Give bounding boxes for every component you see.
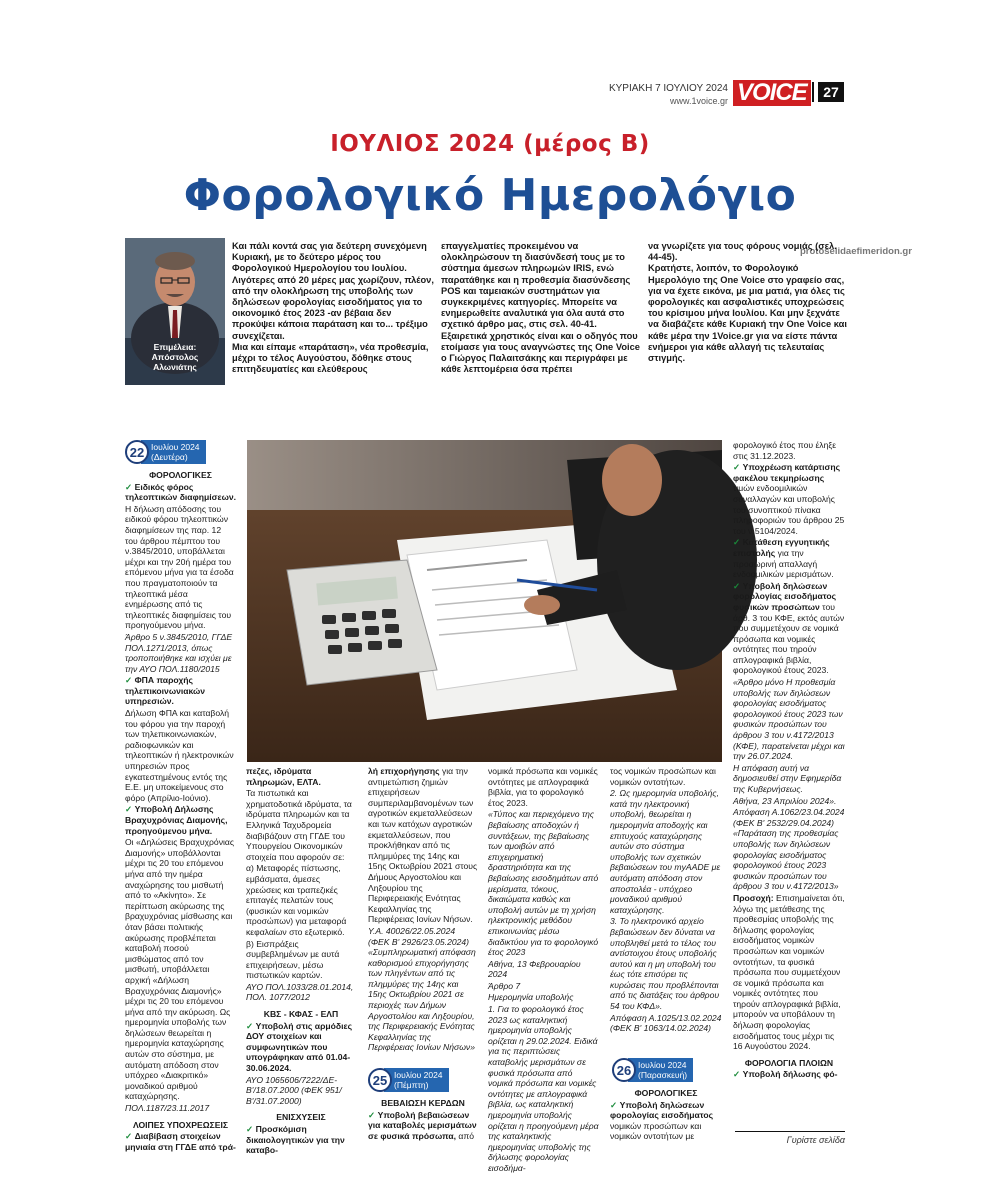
section-heading: ΒΕΒΑΙΩΣΗ ΚΕΡΔΩΝ xyxy=(381,1098,465,1108)
section-heading: ΚΒΣ - ΚΦΑΣ - ΕΛΠ xyxy=(263,1009,339,1020)
check-icon: ✓ xyxy=(368,1109,376,1120)
item-title: Υποβολή δήλωσης φό- xyxy=(742,1069,838,1080)
item-title: Διαβίβαση στοιχείων μηνιαία στη ΓΓΔΕ από τρά- xyxy=(125,1131,236,1152)
turn-page-note: Γυρίστε σελίδα xyxy=(786,1135,845,1145)
badge-26 xyxy=(612,1058,693,1082)
check-icon: ✓ xyxy=(610,1099,618,1110)
page-number: 27 xyxy=(818,82,844,102)
column-4 xyxy=(488,766,599,1173)
item-body: από xyxy=(458,1130,475,1141)
item-title: Υποβολή βεβαιώσεων για καταβολές μερισμάτων σε φυσικά πρόσωπα, xyxy=(368,1109,477,1141)
intro-paragraph-3: επαγγελματίες προκειμένου να ολοκληρώσουν τη διασύνδεσή τους με το σύστημα άμεσων πληρωμών IRIS, ενώ παρατάθηκε και η προθεσμία διασύνδεσης POS και ταμειακών συστημάτων για συγκεκριμένες κατηγορίες. Μπορείτε να ενημερωθείτε αναλυτικά για όλα αυτά στο σχετικό άρθρο μας, στις σελ. 40-41. Εξαιρετικά χρηστικός είναι και ο οδηγός που ετοίμασε για τους αναγνώστες της One Voice ο Γιώργος Παλαιτσάκης και περιγράφει με κάθε λεπτομέρεια όσα πρέπει xyxy=(441,241,640,375)
page-headline: Φορολογικό Ημερολόγιο xyxy=(183,170,797,221)
item-quote: 2. Ως ημερομηνία υποβολής, κατά την ηλεκτρονική υποβολή, θεωρείται η ημερομηνία αποδοχής και επιτυχούς καταχώρησης αυτών στο σύστημα υποβολής των σχετικών βεβαιώσεων του myAADE με αυτόματη απόδοση στον αποστολέα - υπόχρεο μοναδικού αριθμού καταχώρησης. xyxy=(610,788,721,915)
date-badge-line2: (Παρασκευή) xyxy=(638,1070,688,1080)
item-body: του άρθ. 3 του ΚΦΕ, εκτός αυτών που συμμετέχουν σε νομικά πρόσωπα και νομικές οντότητες που τηρούν απλογραφικά βιβλία, φορολογικού έτους 2023. xyxy=(733,601,845,676)
check-icon: ✓ xyxy=(246,1124,254,1134)
voice-logo: VOICE xyxy=(733,80,811,106)
item-body: τος νομικών προσώπων και νομικών οντοτήτων. xyxy=(610,766,716,787)
item-title: πεζες, ιδρύματα πληρωμών, ΕΛΤΑ. xyxy=(246,766,321,787)
item-body: για την αντιμετώπιση ζημιών επιχειρήσεων συμπεριλαμβανομένων των αγροτικών εκμεταλλεύσεων και των κατόχων αγροτικών εκμεταλλεύσεων, που προκλήθηκαν από τις πλημμύρες της 14ης και 15ης Οκτωβρίου 2021 στους Δήμους Αργοστολίου και Ληξουρίου της Περιφερειακής Ενότητας Κεφαλληνίας της Περιφέρειας Ιονίων Νήσων. xyxy=(368,766,478,925)
check-icon: ✓ xyxy=(125,1131,133,1142)
column-5-bottom xyxy=(610,1086,722,1151)
item-body: β) Εισπράξεις συμβεβλημένων με αυτά επιχειρήσεων, μέσω πιστωτικών καρτών. xyxy=(246,938,340,981)
item-reference: ΠΟΛ.1187/23.11.2017 xyxy=(125,1103,210,1114)
column-2 xyxy=(246,766,356,1156)
item-body: νομικών προσώπων και νομικών οντοτήτων με xyxy=(610,1120,702,1142)
item-reference: ΑΥΟ ΠΟΛ.1033/28.01.2014, ΠΟΛ. 1077/2012 xyxy=(246,981,354,1003)
item-reference: ΑΥΟ 1065606/7222/ΔΕ-Β'/18.07.2000 (ΦΕΚ 951/Β'/31.07.2000) xyxy=(246,1074,342,1106)
item-quote: Αθήνα, 23 Απριλίου 2024». xyxy=(733,795,837,806)
item-quote: Άρθρο 7 xyxy=(488,980,521,991)
item-reference: Απόφαση Α.1025/13.02.2024 (ΦΕΚ Β' 1063/14.02.2024) xyxy=(610,1012,722,1034)
date-badge-line1: Ιουλίου 2024 xyxy=(394,1070,443,1080)
author-caption-label: Επιμέλεια: xyxy=(153,342,197,352)
column-5 xyxy=(610,766,722,1056)
badge-25 xyxy=(368,1068,449,1092)
item-quote: Ημερομηνία υποβολής xyxy=(488,992,574,1003)
item-title: Κατάθεση εγγυητικής επιστολής xyxy=(733,537,830,558)
header-divider xyxy=(812,82,814,102)
item-quote: 3. Το ηλεκτρονικό αρχείο βεβαιώσεων δεν δύναται να υποβληθεί μετά το τέλος του αντίστοιχου έτους υποβολής αυτού και η μη υποβολή του έως τότε επισύρει τις κυρώσεις που προβλέπονται από τις διατάξεις του άρθρου 54 του ΚΦΔ». xyxy=(610,916,720,1012)
item-quote: Αθήνα, 13 Φεβρουαρίου 2024 xyxy=(488,958,581,980)
date-badge-text xyxy=(141,440,206,464)
check-icon: ✓ xyxy=(246,1020,254,1031)
item-quote: «Άρθρο μόνο Η προθεσμία υποβολής των δηλώσεων φορολογίας εισοδήματος φορολογικού έτους 2023 των φυσικών προσώπων του άρθρου 3 του ν.4172/2013 (ΚΦΕ), παρατείνεται μέχρι και την 26.07.2024. xyxy=(733,677,845,762)
date-badge-25 xyxy=(368,1068,449,1092)
section-heading: ΦΟΡΟΛΟΓΙΑ ΠΛΟΙΩΝ xyxy=(744,1057,834,1068)
item-title: Υποχρέωση κατάρτισης φακέλου τεκμηρίωσης xyxy=(733,462,841,483)
item-body: φορολογικό έτος που έληξε στις 31.12.2023. xyxy=(733,440,837,461)
author-portrait xyxy=(125,238,225,338)
watermark-text: protoselidaefimeridon.gr xyxy=(800,246,912,257)
item-title: Υποβολή στις αρμόδιες ΔΟΥ στοιχείων και συμφωνητικών που υπογράφηκαν από 01.04-30.06.2024. xyxy=(246,1020,353,1074)
header-date: ΚΥΡΙΑΚΗ 7 ΙΟΥΛΙΟΥ 2024 xyxy=(608,83,728,94)
intro-paragraph-1: Και πάλι κοντά σας για δεύτερη συνεχόμενη Κυριακή, με το δεύτερο μέρος του Φορολογικού Ημερολογίου του Ιουλίου. Λιγότερες από 20 μέρες μας χωρίζουν, πλέον, από την ολοκλήρωση της υποβολής των δηλώσεων φορολογίας εισοδήματος για το οικονομικό έτος 2023 -αν βέβαια δεν προκύψει κάποια παράταση και το... τρέξιμο συνεχίζεται. xyxy=(232,241,434,341)
date-badge-26 xyxy=(612,1058,693,1082)
header-url[interactable]: www.1voice.gr xyxy=(670,96,729,106)
date-badge-line2: (Πέμπτη) xyxy=(394,1080,429,1090)
item-body: Η δήλωση απόδοσης του ειδικού φόρου τηλεοπτικών διαφημίσεων της παρ. 12 του άρθρου πέμπτου του ν.3845/2010, υποβάλλεται μέχρι και την 20ή ημέρα του επόμενου μήνα για τα έσοδα που πραγματοποιούν τα τηλεοπτικά μέσα ενημέρωσης από τις τηλεοπτικές διαφημίσεις του προηγούμενου μήνα. xyxy=(125,503,234,631)
check-icon: ✓ xyxy=(733,462,741,473)
check-icon: ✓ xyxy=(733,1069,741,1080)
date-badge-line1: Ιουλίου 2024 xyxy=(151,442,200,452)
author-caption-lastname: Αλωνιάτης xyxy=(153,362,197,372)
note-label: Προσοχή: xyxy=(733,892,774,903)
date-badge-22 xyxy=(125,440,206,464)
column-3-bottom xyxy=(368,1096,478,1151)
section-heading: ΛΟΙΠΕΣ ΥΠΟΧΡΕΩΣΕΙΣ xyxy=(132,1119,229,1130)
date-badge-number: 25 xyxy=(368,1068,392,1092)
item-body: τιμών ενδοομιλικών συναλλαγών και υποβολής του συνοπτικού πίνακα πληροφοριών του άρθρου 25 του ν.5104/2024. xyxy=(733,483,845,536)
section-heading: ΦΟΡΟΛΟΓΙΚΕΣ xyxy=(149,470,212,480)
item-body: νομικά πρόσωπα και νομικές οντότητες με απλογραφικά βιβλία, για το φορολογικό έτος 2023. xyxy=(488,766,598,808)
date-badge-line1: Ιουλίου 2024 xyxy=(638,1060,687,1070)
footer-rule xyxy=(735,1131,845,1132)
item-title: Προσκόμιση δικαιολογητικών για την καταβο- xyxy=(246,1124,345,1156)
item-body: Τα πιστωτικά και χρηματοδοτικά ιδρύματα, τα ιδρύματα πληρωμών και τα Ελληνικά Ταχυδρομεία διαβιβάζουν στη ΓΓΔΕ του Υπουργείου Οικονομικών στοιχεία που αφορούν σε: xyxy=(246,788,352,862)
item-quote: «Τύπος και περιεχόμενο της βεβαίωσης αποδοχών ή συντάξεων, της βεβαίωσης των αμοιβών από επιχειρηματική δραστηριότητα και της βεβαίωσης εισοδημάτων από μερίσματα, τόκους, δικαιώματα καθώς και υποβολή αυτών με τη χρήση ηλεκτρονικής μεθόδου επικοινωνίας μέσω διαδικτύου για το φορολογικό έτος 2023 xyxy=(488,809,599,958)
check-icon: ✓ xyxy=(125,804,133,815)
item-body: Δήλωση ΦΠΑ και καταβολή του φόρου για την παροχή των τηλεπικοινωνιακών, ραδιοφωνικών και τηλεοπτικών ή ηλεκτρονικών υπηρεσιών προς εγκατεστημένους εντός της Ε.Ε. μη υποκείμενους στο φόρο (Απρίλιο-Ιούνιο). xyxy=(125,708,234,803)
date-badge-line2: (Δευτέρα) xyxy=(151,452,188,462)
date-badge-text xyxy=(628,1058,693,1082)
article-photo xyxy=(247,440,722,762)
item-body: α) Μεταφορές πίστωσης, εμβάσματα, άμεσες χρεώσεις και τραπεζικές επιταγές πελατών τους (φυσικών και νομικών προσώπων) για μεταφορά κεφαλαίων στο εξωτερικό. xyxy=(246,863,347,937)
item-reference: Υ.Α. 40026/22.05.2024 (ΦΕΚ Β' 2926/23.05.2024) «Συμπληρωματική απόφαση καθορισμού επιχορήγησης των πληγέντων από τις πλημμύρες της 14ης και 15ης Οκτωβρίου 2021 σε περιοχές των Δήμων Αργοστολίου και Ληξουρίου, της Περιφερειακής Ενότητας Κεφαλληνίας της Περιφέρειας Ιονίων Νήσων» xyxy=(368,925,476,1053)
item-reference: Απόφαση Α.1062/23.04.2024 (ΦΕΚ Β' 2532/29.04.2024) «Παράταση της προθεσμίας υποβολής των δηλώσεων φορολογίας εισοδήματος φορολογικού έτους 2023 φυσικών προσώπων του άρθρου 3 του ν.4172/2013» xyxy=(733,807,845,892)
author-caption-firstname: Απόστολος xyxy=(151,352,199,362)
intro-paragraph-5: Κρατήστε, λοιπόν, το Φορολογικό Ημερολόγιο της One Voice στο γραφείο σας, για να έχετε εικόνα, με μια ματιά, για όλες τις φορολογικές και ασφαλιστικές υποχρεώσεις του κρίσιμου μήνα Ιουλίου. Και μην ξεχνάτε να διαβάζετε κάθε Κυριακή την One Voice και κάθε μέρα την 1Voice.gr για να είστε πάντα ενήμεροι για κάθε αλλαγή τις τελευταίας στιγμής. xyxy=(648,263,847,364)
date-badge-number: 22 xyxy=(125,440,149,464)
item-title: Υποβολή δηλώσεων φορολογίας εισοδήματος φυσικών προσώπων xyxy=(733,580,837,612)
item-title: Ειδικός φόρος τηλεοπτικών διαφημίσεων. xyxy=(125,481,236,503)
photo-illustration xyxy=(247,440,722,762)
check-icon: ✓ xyxy=(733,580,741,591)
page-kicker: ΙΟΥΛΙΟΣ 2024 (μέρος Β) xyxy=(330,131,650,157)
author-photo-box xyxy=(125,238,225,385)
item-body: για την προσωρινή απαλλαγή ενδοομιλικών μερισμάτων. xyxy=(733,547,834,580)
check-icon: ✓ xyxy=(125,481,133,492)
badge-22 xyxy=(125,440,206,464)
intro-paragraph-2: Μια και είπαμε «παράταση», νέα προθεσμία, μέχρι το τέλος Αυγούστου, δόθηκε στους επιτηδευματίες και ελεύθερους xyxy=(232,341,429,375)
date-badge-number: 26 xyxy=(612,1058,636,1082)
item-title: Υποβολή Δήλωσης Βραχυχρόνιας Διαμονής, προηγούμενου μήνα. xyxy=(125,804,228,836)
column-1 xyxy=(125,468,236,1152)
intro-column-2 xyxy=(441,241,641,381)
item-title: λή επιχορήγησης xyxy=(368,766,440,776)
intro-paragraph-4: να γνωρίζετε για τους φόρους νομιάς (σελ. 44-45). xyxy=(648,241,837,263)
item-title: ΦΠΑ παροχής τηλεπικοινωνιακών υπηρεσιών. xyxy=(125,675,206,707)
section-heading: ΦΟΡΟΛΟΓΙΚΕΣ xyxy=(634,1088,698,1098)
item-body: Επισημαίνεται ότι, λόγω της μετάθεσης της προθεσμίας υποβολής της δήλωσης φορολογίας εισοδήματος νομικών προσώπων και νομικών οντοτήτων, τα φυσικά πρόσωπα που συμμετέχουν σε νομικά πρόσωπα και νομικές οντότητες που τηρούν απλογραφικά βιβλία, μπορούν να υποβάλουν τη δήλωση φορολογίας εισοδήματος τους μέχρι τις 16 Αυγούστου 2024. xyxy=(733,892,845,1052)
check-icon: ✓ xyxy=(733,537,741,548)
column-6 xyxy=(733,440,845,1130)
intro-column-3 xyxy=(648,241,848,381)
item-reference: Άρθρο 5 ν.3845/2010, ΓΓΔΕ ΠΟΛ.1271/2013, όπως τροποποιήθηκε και ισχύει με την ΑΥΟ ΠΟΛ.1180/2015 xyxy=(125,631,233,674)
item-quote: Η απόφαση αυτή να δημοσιευθεί στην Εφημερίδα της Κυβερνήσεως. xyxy=(733,762,842,794)
item-title: Υποβολή δηλώσεων φορολογίας εισοδήματος xyxy=(610,1099,714,1121)
date-badge-text xyxy=(384,1068,449,1092)
intro-column-1 xyxy=(232,241,434,381)
item-quote: 1. Για το φορολογικό έτος 2023 ως καταληκτική ημερομηνία υποβολής ορίζεται η 29.02.2024. Ειδικά για τις περιπτώσεις καταβολής μερισμάτων σε φυσικά πρόσωπα από νομικά πρόσωπα και νομικές οντότητες με απλογραφικά βιβλία, ως καταληκτική ημερομηνία υποβολής ορίζεται η προηγούμενη μέρα της καταληκτικής ημερομηνίας υποβολής της δήλωσης φορολογίας εισοδήμα- xyxy=(488,1004,599,1173)
section-heading: ΕΝΙΣΧΥΣΕΙΣ xyxy=(276,1112,326,1123)
column-3 xyxy=(368,766,478,1066)
item-body: Οι «Δηλώσεις Βραχυχρόνιας Διαμονής» υποβάλλονται μέχρι τις 20 του επόμενου μήνα από την ημέρα αναχώρησης του μισθωτή από το «Ακίνητο». Σε περίπτωση ακύρωσης της βραχυχρόνιας μίσθωσης και όταν βάσει πολιτικής ακύρωσης προβλέπεται καταβολή ποσού μισθώματος από τον μισθωτή, υποβάλλεται αρχική «Δήλωση Βραχυχρόνιας Διαμονής» μέχρι τις 20 του επόμενου μήνα από την ακύρωση. Ως ημερομηνία υποβολής των δηλώσεων θεωρείται η ημερομηνία καταχώρησης αυτών στο σύστημα, με αυτόματη απόδοση στον υπόχρεο «Διακριτικό» μοναδικού αριθμού καταχώρησης. xyxy=(125,837,235,1102)
check-icon: ✓ xyxy=(125,675,133,686)
